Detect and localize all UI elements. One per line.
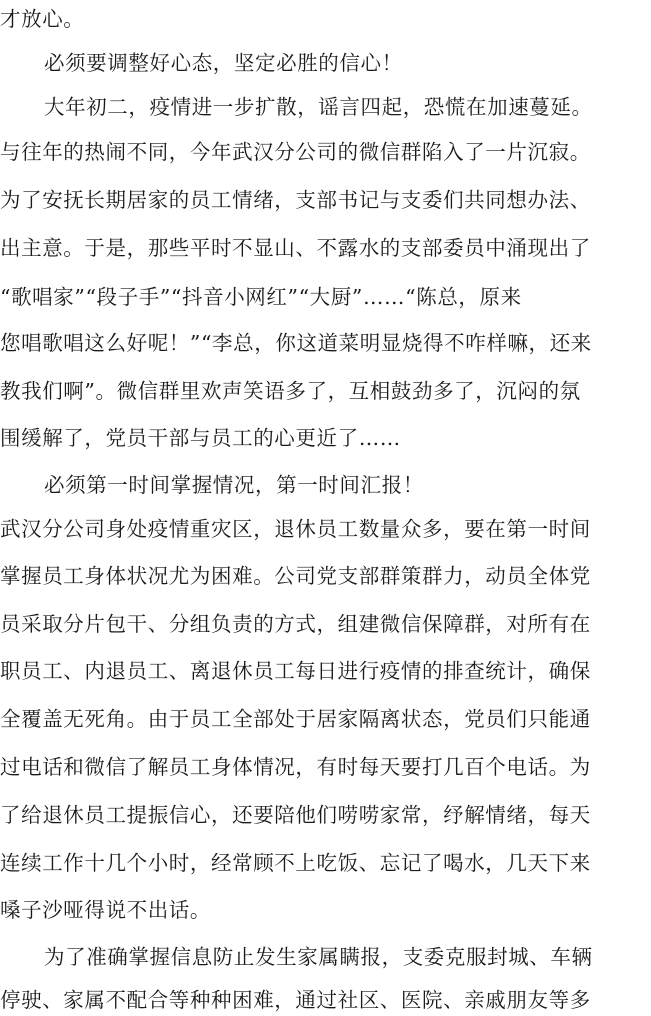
section-heading-1: 必须要调整好心态，坚定必胜的信心！ <box>44 51 403 75</box>
text-line-5: 为了安抚长期居家的员工情绪，支部书记与支委们共同想办法、 <box>0 188 591 212</box>
text-line-14: 员采取分片包干、分组负责的方式，组建微信保障群，对所有在 <box>0 612 591 636</box>
text-line-18: 了给退休员工提振信心，还要陪他们唠唠家常，纾解情绪，每天 <box>0 803 591 827</box>
text-line-15: 职员工、内退员工、离退休员工每日进行疫情的排查统计，确保 <box>0 659 591 683</box>
text-line-12: 武汉分公司身处疫情重灾区，退休员工数量众多，要在第一时间 <box>0 517 591 541</box>
text-line-7: “歌唱家”“段子手”“抖音小网红”“大厨”……“陈总，原来 <box>0 285 522 309</box>
text-line-8: 您唱歌唱这么好呢！”“李总，你这道菜明显烧得不咋样嘛，还来 <box>0 331 592 355</box>
section-heading-2: 必须第一时间掌握情况，第一时间汇报！ <box>44 473 424 497</box>
text-line-19: 连续工作十几个小时，经常顾不上吃饭、忘记了喝水，几天下来 <box>0 851 591 875</box>
text-line-20: 嗓子沙哑得说不出话。 <box>0 898 211 922</box>
text-line-17: 过电话和微信了解员工身体情况，有时每天要打几百个电话。为 <box>0 755 591 779</box>
paragraph-start-2: 为了准确掌握信息防止发生家属瞒报，支委克服封城、车辆 <box>44 945 593 969</box>
text-line-10: 围缓解了，党员干部与员工的心更近了…… <box>0 426 401 450</box>
text-line-16: 全覆盖无死角。由于员工全部处于居家隔离状态，党员们只能通 <box>0 707 591 731</box>
text-line-4: 与往年的热闹不同，今年武汉分公司的微信群陷入了一片沉寂。 <box>0 140 591 164</box>
text-line-1: 才放心。 <box>0 7 85 31</box>
text-line-13: 掌握员工身体状况尤为困难。公司党支部群策群力，动员全体党 <box>0 564 591 588</box>
text-line-9: 教我们啊”。微信群里欢声笑语多了，互相鼓劲多了，沉闷的氛 <box>0 379 581 403</box>
text-line-22: 停驶、家属不配合等种种困难，通过社区、医院、亲戚朋友等多 <box>0 988 591 1012</box>
text-line-6: 出主意。于是，那些平时不显山、不露水的支部委员中涌现出了 <box>0 236 591 260</box>
paragraph-start-1: 大年初二，疫情进一步扩散，谣言四起，恐慌在加速蔓延。 <box>44 95 593 119</box>
